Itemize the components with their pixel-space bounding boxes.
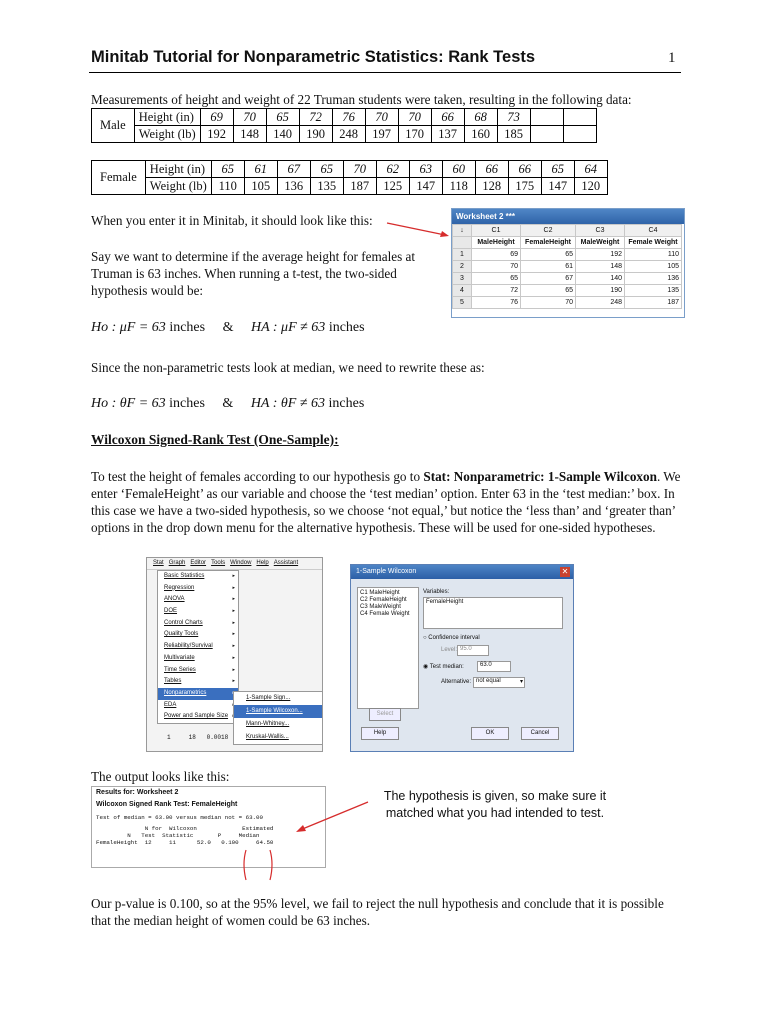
menu-item[interactable]: Basic Statistics ▸ xyxy=(158,571,238,583)
menu-bar xyxy=(147,558,322,570)
pvalue-bracket xyxy=(240,848,280,884)
worksheet-title: Worksheet 2 *** xyxy=(452,209,684,224)
body-text: . We enter ‘FemaleHeight’ as our variable and choose the ‘test median’ option. Enter 63 in the ‘test median:’ box. In this case we have a two-sided hypothesis, so we choose ‘not equal,’ but notice the ‘less than’ and ‘greater than’ options in the drop down menu for the alternative hypothesis. These will be used for one-sided hypotheses. xyxy=(91,469,681,535)
table-cell: 70 xyxy=(365,109,398,126)
ws-cell[interactable]: 135 xyxy=(625,285,682,297)
column-header[interactable]: C3 xyxy=(576,225,625,237)
table-cell xyxy=(563,126,596,143)
intro-text: Measurements of height and weight of 22 Truman students were taken, resulting in the following data: xyxy=(91,92,632,107)
unit: inches xyxy=(169,320,206,335)
submenu-item-1-sample-wilcoxon[interactable]: 1-Sample Wilcoxon... xyxy=(234,705,322,718)
female-height-label: Height (in) xyxy=(145,161,211,178)
row-header: 5 xyxy=(453,297,472,309)
menu-item[interactable]: Power and Sample Size ▸ xyxy=(158,711,238,723)
ws-cell[interactable]: 70 xyxy=(521,297,576,309)
menu-help[interactable]: Help xyxy=(256,560,269,566)
output-heading: Results for: Worksheet 2 xyxy=(96,789,179,796)
table-cell: 147 xyxy=(409,178,442,195)
table-cell: 69 xyxy=(200,109,233,126)
table-cell: 125 xyxy=(376,178,409,195)
table-cell: 68 xyxy=(464,109,497,126)
column-name[interactable]: FemaleHeight xyxy=(521,237,576,249)
output-line: N for Wilcoxon Estimated xyxy=(96,825,274,832)
table-cell: 120 xyxy=(574,178,607,195)
output-label: The output looks like this: xyxy=(91,769,230,784)
ws-cell[interactable]: 148 xyxy=(576,261,625,273)
session-row: 1 18 0.0018 xyxy=(167,734,229,741)
callout-text: The hypothesis is given, so make sure it matched what you had intended to test. xyxy=(383,789,607,820)
ok-button[interactable]: OK xyxy=(471,727,509,740)
output-line: Test of median = 63.00 versus median not = 63.00 xyxy=(96,814,263,821)
table-cell: 170 xyxy=(398,126,431,143)
row-header: 3 xyxy=(453,273,472,285)
alternative-select[interactable] xyxy=(473,677,525,688)
menu-item[interactable]: Time Series ▸ xyxy=(158,665,238,677)
worksheet-window xyxy=(451,208,685,318)
table-cell: 190 xyxy=(299,126,332,143)
median-text: Since the non-parametric tests look at median, we need to rewrite these as: xyxy=(91,360,485,375)
arrow-to-output xyxy=(290,800,370,836)
column-name[interactable]: Female Weight xyxy=(625,237,682,249)
table-cell: 76 xyxy=(332,109,365,126)
cancel-button[interactable]: Cancel xyxy=(521,727,559,740)
test-median-input[interactable]: 63.0 xyxy=(477,661,511,672)
table-cell: 136 xyxy=(277,178,310,195)
menu-assistant[interactable]: Assistant xyxy=(273,560,299,566)
table-cell: 148 xyxy=(233,126,266,143)
table-cell: 65 xyxy=(541,161,574,178)
male-weight-label: Weight (lb) xyxy=(134,126,200,143)
hypothesis-equation-1 xyxy=(91,320,365,336)
menu-item[interactable]: Control Charts ▸ xyxy=(158,618,238,630)
arrow-icon: ↓ xyxy=(453,225,472,237)
menu-item[interactable]: EDA ▸ xyxy=(158,700,238,712)
ws-cell[interactable]: 136 xyxy=(625,273,682,285)
alternative-label: Alternative: xyxy=(441,679,472,685)
nonparametric-submenu xyxy=(233,691,323,745)
body-paragraph xyxy=(91,468,681,536)
stat-menu-screenshot xyxy=(146,557,323,752)
table-cell xyxy=(563,109,596,126)
table-cell: 66 xyxy=(508,161,541,178)
alt-hypothesis: HA : μF ≠ 63 xyxy=(250,320,326,335)
male-table xyxy=(91,108,597,143)
menu-editor[interactable]: Editor xyxy=(190,560,207,566)
table-cell: 110 xyxy=(211,178,244,195)
variables-label: Variables: xyxy=(423,589,450,595)
unit: inches xyxy=(328,396,365,411)
ws-cell[interactable]: 61 xyxy=(521,261,576,273)
ws-cell[interactable]: 248 xyxy=(576,297,625,309)
menu-tools[interactable]: Tools xyxy=(211,560,226,566)
list-item[interactable]: C2 FemaleHeight xyxy=(360,597,407,603)
ampersand: & xyxy=(222,320,234,335)
table-cell xyxy=(530,126,563,143)
table-cell: 175 xyxy=(508,178,541,195)
column-name[interactable]: MaleWeight xyxy=(576,237,625,249)
dialog-title: 1-Sample Wilcoxon xyxy=(351,565,573,579)
ci-label: Confidence interval xyxy=(428,635,480,641)
ws-cell[interactable]: 140 xyxy=(576,273,625,285)
hypothesis-equation-2 xyxy=(91,396,364,412)
conclusion-text: Our p-value is 0.100, so at the 95% level, we fail to reject the null hypothesis and conclude that it is possible that the median height of women could be 63 inches. xyxy=(91,896,664,928)
table-cell: 137 xyxy=(431,126,464,143)
arrow-to-worksheet xyxy=(385,220,451,242)
variables-input[interactable]: FemaleHeight xyxy=(423,597,563,629)
table-cell xyxy=(530,109,563,126)
table-cell: 70 xyxy=(233,109,266,126)
ws-cell[interactable]: 70 xyxy=(472,261,521,273)
ws-cell[interactable]: 72 xyxy=(472,285,521,297)
male-height-label: Height (in) xyxy=(134,109,200,126)
menu-item-nonparametrics[interactable]: Nonparametrics ▸ xyxy=(158,688,238,700)
body-text: To test the height of females according to our hypothesis go to xyxy=(91,469,424,484)
female-label: Female xyxy=(92,161,146,195)
ws-cell[interactable]: 69 xyxy=(472,249,521,261)
ws-cell[interactable]: 65 xyxy=(521,285,576,297)
table-cell: 197 xyxy=(365,126,398,143)
ws-cell[interactable]: 190 xyxy=(576,285,625,297)
ws-cell[interactable]: 65 xyxy=(521,249,576,261)
ampersand: & xyxy=(222,396,234,411)
ws-cell[interactable]: 105 xyxy=(625,261,682,273)
worksheet-grid xyxy=(452,224,682,309)
menu-item[interactable]: Regression ▸ xyxy=(158,583,238,595)
table-cell: 62 xyxy=(376,161,409,178)
menu-window[interactable]: Window xyxy=(230,560,252,566)
menu-item[interactable]: DOE ▸ xyxy=(158,606,238,618)
submenu-item[interactable]: Kruskal-Wallis... xyxy=(246,734,289,740)
table-cell: 63 xyxy=(409,161,442,178)
output-line: FemaleHeight 12 11 52.0 0.100 64.50 xyxy=(96,839,274,846)
list-item[interactable]: C3 MaleWeight xyxy=(360,604,401,610)
column-name[interactable]: MaleHeight xyxy=(472,237,521,249)
male-label: Male xyxy=(92,109,135,143)
unit: inches xyxy=(328,320,365,335)
alt-hypothesis: HA : θF ≠ 63 xyxy=(250,396,325,411)
column-header[interactable]: C1 xyxy=(472,225,521,237)
level-label: Level: xyxy=(441,647,458,653)
table-cell: 185 xyxy=(497,126,530,143)
table-cell: 67 xyxy=(277,161,310,178)
row-header: 1 xyxy=(453,249,472,261)
table-cell: 192 xyxy=(200,126,233,143)
variable-list[interactable] xyxy=(357,587,419,709)
list-item[interactable]: C4 Female Weight xyxy=(360,611,410,617)
say-text: Say we want to determine if the average height for females at Truman is 63 inches. When running a t-test, the two-sided hypothesis would be: xyxy=(91,249,416,298)
female-weight-label: Weight (lb) xyxy=(145,178,211,195)
test-median-radio[interactable]: ◉ Test median: xyxy=(423,664,464,670)
section-heading: Wilcoxon Signed-Rank Test (One-Sample): xyxy=(91,432,339,447)
female-table xyxy=(91,160,608,195)
wilcoxon-dialog xyxy=(350,564,574,752)
table-cell: 105 xyxy=(244,178,277,195)
ws-cell[interactable]: 187 xyxy=(625,297,682,309)
null-hypothesis: Ho : θF = 63 xyxy=(91,396,166,411)
title-rule xyxy=(89,72,681,73)
menu-path: Stat: Nonparametric: 1-Sample Wilcoxon xyxy=(423,469,657,484)
column-header[interactable]: C2 xyxy=(521,225,576,237)
menu-item[interactable]: Quality Tools ▸ xyxy=(158,629,238,641)
ws-cell[interactable]: 67 xyxy=(521,273,576,285)
table-cell: 187 xyxy=(343,178,376,195)
alternative-value: not equal xyxy=(476,678,501,684)
ws-cell[interactable]: 65 xyxy=(472,273,521,285)
menu-item[interactable]: Reliability/Survival ▸ xyxy=(158,641,238,653)
row-header: 4 xyxy=(453,285,472,297)
menu-item[interactable]: Tables ▸ xyxy=(158,676,238,688)
ws-cell[interactable]: 110 xyxy=(625,249,682,261)
chevron-down-icon: ▾ xyxy=(519,679,523,685)
table-cell: 66 xyxy=(475,161,508,178)
page-number: 1 xyxy=(668,50,676,66)
table-cell: 72 xyxy=(299,109,332,126)
stat-dropdown xyxy=(157,570,239,724)
table-cell: 118 xyxy=(442,178,475,195)
table-cell: 60 xyxy=(442,161,475,178)
output-test-name: Wilcoxon Signed Rank Test: FemaleHeight xyxy=(96,801,238,808)
enter-text: When you enter it in Minitab, it should look like this: xyxy=(91,213,373,228)
menu-item[interactable]: Multivariate ▸ xyxy=(158,653,238,665)
menu-stat[interactable]: Stat xyxy=(153,560,164,566)
menu-item[interactable]: ANOVA ▸ xyxy=(158,594,238,606)
ws-cell[interactable]: 76 xyxy=(472,297,521,309)
level-input[interactable]: 95.0 xyxy=(457,645,489,656)
table-cell: 135 xyxy=(310,178,343,195)
table-cell: 65 xyxy=(211,161,244,178)
table-cell: 248 xyxy=(332,126,365,143)
table-cell: 65 xyxy=(310,161,343,178)
submenu-item[interactable]: Mann-Whitney... xyxy=(246,721,290,727)
list-item[interactable]: C1 MaleHeight xyxy=(360,590,400,596)
row-header: 2 xyxy=(453,261,472,273)
ws-cell[interactable]: 192 xyxy=(576,249,625,261)
table-cell: 128 xyxy=(475,178,508,195)
table-cell: 66 xyxy=(431,109,464,126)
table-cell: 65 xyxy=(266,109,299,126)
table-cell: 70 xyxy=(398,109,431,126)
page-title: Minitab Tutorial for Nonparametric Statistics: Rank Tests xyxy=(91,48,536,66)
menu-graph[interactable]: Graph xyxy=(168,560,186,566)
table-cell: 73 xyxy=(497,109,530,126)
table-cell: 61 xyxy=(244,161,277,178)
unit: inches xyxy=(169,396,205,411)
select-button[interactable]: Select xyxy=(369,708,401,721)
submenu-item[interactable]: 1-Sample Sign... xyxy=(246,695,291,701)
table-cell: 160 xyxy=(464,126,497,143)
output-line: N Test Statistic P Median xyxy=(96,832,260,839)
table-cell: 140 xyxy=(266,126,299,143)
close-icon[interactable]: ✕ xyxy=(561,567,569,576)
test-median-label: Test median: xyxy=(429,664,464,670)
ci-radio[interactable]: ○ Confidence interval xyxy=(423,635,480,641)
column-header[interactable]: C4 xyxy=(625,225,682,237)
table-cell: 70 xyxy=(343,161,376,178)
table-cell: 147 xyxy=(541,178,574,195)
table-cell: 64 xyxy=(574,161,607,178)
null-hypothesis: Ho : μF = 63 xyxy=(91,320,166,335)
help-button[interactable]: Help xyxy=(361,727,399,740)
